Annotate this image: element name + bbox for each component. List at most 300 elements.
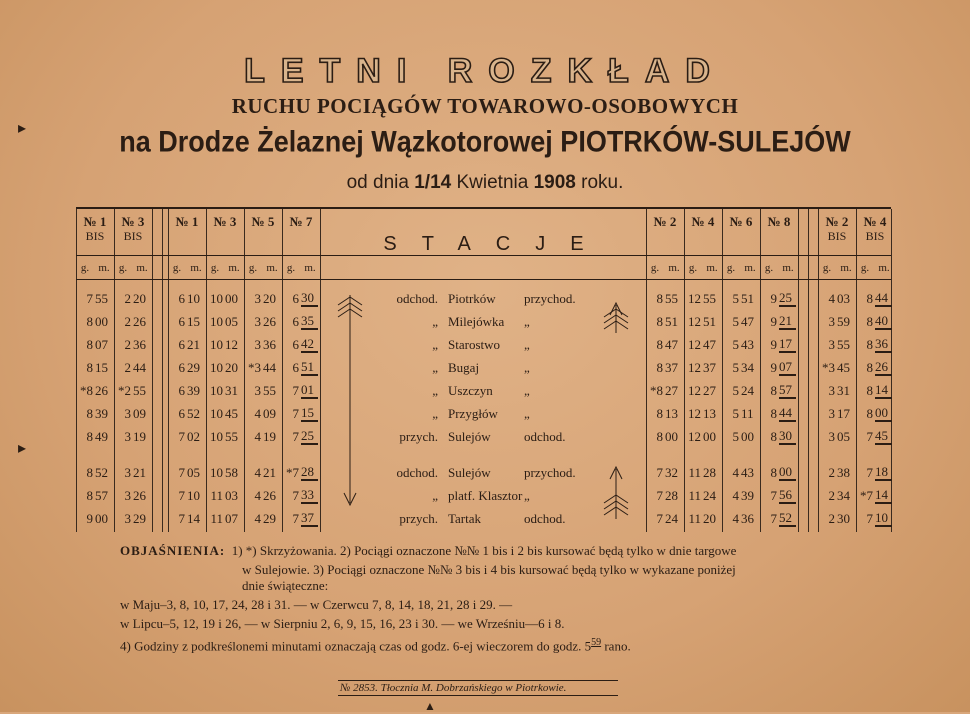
hour-value: 11 bbox=[688, 465, 701, 480]
train-number: № 4 bbox=[691, 214, 715, 229]
right-train-header bbox=[856, 215, 894, 243]
minute-value: 31 bbox=[837, 383, 850, 398]
minute-value: 28 bbox=[665, 488, 678, 503]
minute-value: 20 bbox=[133, 291, 146, 306]
minute-value: 51 bbox=[301, 360, 318, 376]
minute-value: 55 bbox=[225, 429, 238, 444]
hour-value: 6 bbox=[292, 291, 299, 306]
hour-value: 8 bbox=[866, 314, 873, 329]
minute-value: 15 bbox=[95, 360, 108, 375]
minute-value: 42 bbox=[301, 337, 318, 353]
hour-value: *2 bbox=[118, 383, 131, 398]
explanations bbox=[120, 541, 910, 655]
hour-value: 6 bbox=[292, 314, 299, 329]
hour-value: 8 bbox=[86, 314, 93, 329]
stations-header: STACJE bbox=[383, 233, 609, 255]
hour-value: 5 bbox=[732, 383, 739, 398]
minute-value: 26 bbox=[95, 383, 108, 398]
hour-value: 9 bbox=[770, 291, 777, 306]
hour-value: 10 bbox=[210, 314, 223, 329]
train-number: № 2 bbox=[653, 214, 677, 229]
minute-label: m. bbox=[98, 262, 110, 274]
hour-value: 2 bbox=[124, 314, 131, 329]
minute-value: 59 bbox=[837, 314, 850, 329]
minute-value: 39 bbox=[741, 488, 754, 503]
minute-value: 37 bbox=[703, 360, 716, 375]
hour-value: 10 bbox=[210, 291, 223, 306]
minute-value: 13 bbox=[665, 406, 678, 421]
station-action-right: odchod. bbox=[524, 511, 566, 526]
hour-value: 3 bbox=[124, 406, 131, 421]
station-action-left: odchod. bbox=[396, 465, 438, 480]
hour-value: 10 bbox=[210, 465, 223, 480]
train-bis: BIS bbox=[865, 229, 885, 243]
minute-label: m. bbox=[744, 262, 756, 274]
station-action-left: „ bbox=[432, 488, 438, 503]
train-number: № 5 bbox=[251, 214, 275, 229]
minute-value: 47 bbox=[703, 337, 716, 352]
minute-label: m. bbox=[190, 262, 202, 274]
minute-value: 26 bbox=[133, 314, 146, 329]
train-number: № 4 bbox=[863, 214, 887, 229]
minute-value: 14 bbox=[875, 383, 892, 399]
train-number: № 8 bbox=[767, 214, 791, 229]
hour-value: 10 bbox=[210, 429, 223, 444]
hour-value: 3 bbox=[828, 429, 835, 444]
minute-value: 57 bbox=[95, 488, 108, 503]
station-name: Starostwo bbox=[448, 337, 500, 352]
hour-value: 4 bbox=[732, 488, 739, 503]
station-action-right: „ bbox=[524, 314, 530, 329]
hour-label: g. bbox=[822, 262, 832, 274]
train-number: № 6 bbox=[729, 214, 753, 229]
hour-value: 6 bbox=[178, 383, 185, 398]
left-train-header bbox=[244, 215, 282, 229]
hour-value: 8 bbox=[770, 429, 777, 444]
hour-value: 7 bbox=[866, 465, 873, 480]
title-date: od dnia 1/14 Kwietnia 1908 roku. bbox=[346, 172, 624, 193]
hour-value: 10 bbox=[210, 406, 223, 421]
hour-value: 3 bbox=[828, 337, 835, 352]
minute-value: 17 bbox=[779, 337, 796, 353]
minute-label: m. bbox=[668, 262, 680, 274]
station-action-left: „ bbox=[432, 314, 438, 329]
minute-value: 00 bbox=[225, 291, 238, 306]
down-arrow-icon bbox=[330, 291, 370, 507]
minute-value: 47 bbox=[665, 337, 678, 352]
minute-value: 10 bbox=[187, 291, 200, 306]
hour-label: g. bbox=[118, 262, 128, 274]
footer-rule bbox=[338, 680, 618, 681]
minute-value: 25 bbox=[779, 291, 796, 307]
hour-value: 8 bbox=[866, 383, 873, 398]
minute-value: 09 bbox=[263, 406, 276, 421]
hour-value: 7 bbox=[86, 291, 93, 306]
minute-value: 55 bbox=[837, 337, 850, 352]
minute-value: 02 bbox=[187, 429, 200, 444]
hour-value: 4 bbox=[732, 511, 739, 526]
station-action-right: „ bbox=[524, 406, 530, 421]
hour-value: 8 bbox=[866, 291, 873, 306]
hour-label: g. bbox=[80, 262, 90, 274]
hour-value: 8 bbox=[656, 337, 663, 352]
hour-value: *3 bbox=[822, 360, 835, 375]
hour-value: 3 bbox=[254, 314, 261, 329]
minute-value: 55 bbox=[133, 383, 146, 398]
train-number: № 7 bbox=[289, 214, 313, 229]
minute-value: 11 bbox=[741, 406, 754, 421]
minute-value: 00 bbox=[875, 406, 892, 422]
hour-value: 8 bbox=[866, 406, 873, 421]
hour-value: 7 bbox=[292, 429, 299, 444]
minute-label: m. bbox=[228, 262, 240, 274]
minute-value: 44 bbox=[779, 406, 796, 422]
minute-value: 18 bbox=[875, 465, 892, 481]
station-action-right: „ bbox=[524, 337, 530, 352]
hour-value: 4 bbox=[254, 511, 261, 526]
column-rule bbox=[320, 209, 321, 532]
right-train-header bbox=[722, 215, 760, 229]
minute-value: 36 bbox=[133, 337, 146, 352]
timetable bbox=[76, 207, 891, 532]
hour-value: 10 bbox=[210, 383, 223, 398]
hour-value: 8 bbox=[86, 360, 93, 375]
minute-value: 13 bbox=[703, 406, 716, 421]
note-line: 1) *) Skrzyżowania. 2) Pociągi oznaczone №№ 1 bis i 2 bis kursować będą tylko w dnie targowe bbox=[231, 543, 737, 558]
minute-value: 51 bbox=[741, 291, 754, 306]
minute-value: 39 bbox=[95, 406, 108, 421]
title-subtitle: RUCHU POCIĄGÓW TOWAROWO-OSOBOWYCH bbox=[231, 94, 739, 118]
hour-value: 3 bbox=[124, 511, 131, 526]
hour-value: 12 bbox=[688, 291, 701, 306]
minute-value: 19 bbox=[263, 429, 276, 444]
minute-value: 51 bbox=[665, 314, 678, 329]
minute-value: 58 bbox=[225, 465, 238, 480]
minute-value: 55 bbox=[263, 383, 276, 398]
hour-value: *8 bbox=[80, 383, 93, 398]
hour-value: *8 bbox=[650, 383, 663, 398]
minute-value: 36 bbox=[875, 337, 892, 353]
hour-label: g. bbox=[860, 262, 870, 274]
minute-value: 28 bbox=[301, 465, 318, 481]
minute-value: 07 bbox=[779, 360, 796, 376]
train-number: № 1 bbox=[83, 214, 107, 229]
hour-value: 6 bbox=[178, 314, 185, 329]
minute-value: 05 bbox=[225, 314, 238, 329]
header-rule bbox=[76, 255, 891, 256]
minute-value: 52 bbox=[779, 511, 796, 527]
hour-value: 12 bbox=[688, 337, 701, 352]
minute-value: 05 bbox=[187, 465, 200, 480]
hour-value: 4 bbox=[254, 465, 261, 480]
station-name: platf. Klasztor bbox=[448, 488, 523, 503]
left-train-header bbox=[282, 215, 320, 229]
hour-value: *7 bbox=[860, 488, 873, 503]
left-train-header bbox=[168, 215, 206, 229]
hour-label: g. bbox=[172, 262, 182, 274]
hour-value: 8 bbox=[656, 314, 663, 329]
hour-label: g. bbox=[688, 262, 698, 274]
hour-label: g. bbox=[764, 262, 774, 274]
hour-value: 11 bbox=[210, 488, 223, 503]
hour-value: 8 bbox=[86, 406, 93, 421]
hour-value: 7 bbox=[866, 511, 873, 526]
station-action-left: „ bbox=[432, 406, 438, 421]
hour-value: 8 bbox=[86, 429, 93, 444]
minute-value: 33 bbox=[301, 488, 318, 504]
minute-value: 27 bbox=[703, 383, 716, 398]
hour-value: 3 bbox=[124, 429, 131, 444]
minute-value: 25 bbox=[301, 429, 318, 445]
hour-label: g. bbox=[210, 262, 220, 274]
station-action-left: przych. bbox=[399, 511, 438, 526]
hour-value: 5 bbox=[732, 360, 739, 375]
hour-value: 3 bbox=[254, 383, 261, 398]
minute-value: 03 bbox=[225, 488, 238, 503]
minute-value: 55 bbox=[665, 291, 678, 306]
minute-value: 36 bbox=[741, 511, 754, 526]
hour-value: 4 bbox=[254, 429, 261, 444]
train-number: № 1 bbox=[175, 214, 199, 229]
ink-mark: ▲ bbox=[424, 699, 436, 713]
title-railway: na Drodze Żelaznej Wązkotorowej PIOTRKÓW-SULEJÓW bbox=[119, 125, 851, 159]
minute-value: 29 bbox=[133, 511, 146, 526]
minute-value: 45 bbox=[875, 429, 892, 445]
minute-value: 20 bbox=[703, 511, 716, 526]
hour-value: 2 bbox=[124, 360, 131, 375]
hour-value: 7 bbox=[292, 488, 299, 503]
hour-value: 3 bbox=[254, 291, 261, 306]
title-main: LETNI ROZKŁAD bbox=[244, 52, 726, 90]
right-train-header bbox=[818, 215, 856, 243]
hour-value: 7 bbox=[292, 511, 299, 526]
station-action-left: odchod. bbox=[396, 291, 438, 306]
hour-value: 4 bbox=[828, 291, 835, 306]
minute-value: 47 bbox=[741, 314, 754, 329]
up-arrow-icon bbox=[596, 465, 636, 523]
hour-value: 12 bbox=[688, 406, 701, 421]
hour-value: 7 bbox=[770, 488, 777, 503]
minute-value: 27 bbox=[665, 383, 678, 398]
minute-value: 10 bbox=[875, 511, 892, 527]
hour-value: 5 bbox=[732, 291, 739, 306]
minute-value: 15 bbox=[187, 314, 200, 329]
minute-value: 21 bbox=[779, 314, 796, 330]
minute-value: 45 bbox=[225, 406, 238, 421]
station-action-right: przychod. bbox=[524, 465, 576, 480]
gm-rule bbox=[76, 279, 891, 280]
train-bis: BIS bbox=[123, 229, 143, 243]
hour-value: 9 bbox=[770, 360, 777, 375]
minute-value: 10 bbox=[187, 488, 200, 503]
hour-label: g. bbox=[248, 262, 258, 274]
hour-value: 4 bbox=[254, 488, 261, 503]
minute-value: 52 bbox=[95, 465, 108, 480]
minute-value: 00 bbox=[665, 429, 678, 444]
minute-value: 55 bbox=[95, 291, 108, 306]
minute-value: 26 bbox=[263, 488, 276, 503]
hour-value: 12 bbox=[688, 360, 701, 375]
minute-value: 44 bbox=[263, 360, 276, 375]
hour-value: 11 bbox=[210, 511, 223, 526]
minute-value: 31 bbox=[225, 383, 238, 398]
hour-label: g. bbox=[286, 262, 296, 274]
minute-value: 55 bbox=[703, 291, 716, 306]
hour-value: 12 bbox=[688, 314, 701, 329]
hour-value: 5 bbox=[732, 406, 739, 421]
minute-label: m. bbox=[840, 262, 852, 274]
minute-value: 00 bbox=[703, 429, 716, 444]
minute-value: 26 bbox=[875, 360, 892, 376]
column-rule bbox=[152, 209, 153, 532]
hour-value: 7 bbox=[292, 383, 299, 398]
hour-value: 3 bbox=[828, 383, 835, 398]
minute-value: 09 bbox=[133, 406, 146, 421]
column-rule bbox=[162, 209, 163, 532]
table-top-rule bbox=[76, 207, 891, 209]
station-action-right: „ bbox=[524, 383, 530, 398]
minute-value: 00 bbox=[741, 429, 754, 444]
hour-value: 3 bbox=[124, 465, 131, 480]
minute-value: 20 bbox=[225, 360, 238, 375]
minute-value: 44 bbox=[875, 291, 892, 307]
hour-value: 7 bbox=[292, 406, 299, 421]
hour-value: 3 bbox=[828, 406, 835, 421]
minute-value: 24 bbox=[741, 383, 754, 398]
hour-value: 2 bbox=[124, 291, 131, 306]
minute-value: 24 bbox=[703, 488, 716, 503]
hour-value: 7 bbox=[656, 488, 663, 503]
hour-value: 6 bbox=[292, 337, 299, 352]
hour-value: 12 bbox=[688, 383, 701, 398]
hour-value: 6 bbox=[178, 337, 185, 352]
hour-value: 8 bbox=[86, 465, 93, 480]
minute-value: 38 bbox=[837, 465, 850, 480]
station-action-right: „ bbox=[524, 488, 530, 503]
train-number: № 3 bbox=[213, 214, 237, 229]
ink-mark: ▸ bbox=[18, 120, 27, 137]
station-name: Bugaj bbox=[448, 360, 480, 375]
minute-value: 12 bbox=[225, 337, 238, 352]
minute-value: 32 bbox=[665, 465, 678, 480]
minute-value: 35 bbox=[301, 314, 318, 330]
hour-value: 6 bbox=[178, 406, 185, 421]
minute-value: 37 bbox=[301, 511, 318, 527]
station-action-right: przychod. bbox=[524, 291, 576, 306]
minute-value: 30 bbox=[837, 511, 850, 526]
minute-value: 21 bbox=[187, 337, 200, 352]
minute-value: 00 bbox=[95, 511, 108, 526]
station-name: Piotrków bbox=[448, 291, 496, 306]
minute-label: m. bbox=[304, 262, 316, 274]
minute-value: 15 bbox=[301, 406, 318, 422]
hour-value: 11 bbox=[688, 488, 701, 503]
hour-value: 10 bbox=[210, 360, 223, 375]
minute-value: 26 bbox=[133, 488, 146, 503]
hour-label: g. bbox=[650, 262, 660, 274]
minute-value: 52 bbox=[187, 406, 200, 421]
hour-value: 9 bbox=[86, 511, 93, 526]
hour-value: 8 bbox=[770, 383, 777, 398]
station-name: Przygłów bbox=[448, 406, 498, 421]
left-train-header bbox=[76, 215, 114, 243]
station-name: Sulejów bbox=[448, 465, 491, 480]
minute-label: m. bbox=[782, 262, 794, 274]
hour-value: 2 bbox=[828, 511, 835, 526]
station-name: Sulejów bbox=[448, 429, 491, 444]
minute-value: 29 bbox=[263, 511, 276, 526]
minute-value: 51 bbox=[703, 314, 716, 329]
hour-value: 8 bbox=[866, 337, 873, 352]
minute-value: 00 bbox=[95, 314, 108, 329]
ink-mark: ▸ bbox=[18, 440, 27, 457]
hour-value: 6 bbox=[178, 360, 185, 375]
station-action-left: „ bbox=[432, 337, 438, 352]
minute-value: 14 bbox=[187, 511, 200, 526]
minute-value: 49 bbox=[95, 429, 108, 444]
minute-value: 17 bbox=[837, 406, 850, 421]
hour-value: 9 bbox=[770, 314, 777, 329]
minute-value: 39 bbox=[187, 383, 200, 398]
minute-label: m. bbox=[266, 262, 278, 274]
minute-value: 01 bbox=[301, 383, 318, 399]
hour-value: 8 bbox=[86, 337, 93, 352]
right-train-header bbox=[646, 215, 684, 229]
hour-value: 5 bbox=[732, 429, 739, 444]
minute-value: 24 bbox=[665, 511, 678, 526]
note-line: w Sulejowie. 3) Pociągi oznaczone №№ 3 bis i 4 bis kursować będą tylko w wykazane poniżej bbox=[242, 562, 736, 577]
right-train-header bbox=[684, 215, 722, 229]
footer-rule bbox=[338, 695, 618, 696]
left-train-header bbox=[114, 215, 152, 243]
minute-value: 19 bbox=[133, 429, 146, 444]
hour-value: 7 bbox=[770, 511, 777, 526]
hour-value: 7 bbox=[866, 429, 873, 444]
minute-value: 37 bbox=[665, 360, 678, 375]
minute-value: 14 bbox=[875, 488, 892, 504]
minute-value: 07 bbox=[225, 511, 238, 526]
hour-value: 5 bbox=[732, 314, 739, 329]
hour-value: 7 bbox=[656, 465, 663, 480]
note-line: w Maju–3, 8, 10, 17, 24, 28 i 31. — w Czerwcu 7, 8, 14, 18, 21, 28 i 29. — bbox=[120, 597, 513, 612]
hour-value: *7 bbox=[286, 465, 299, 480]
hour-value: 6 bbox=[178, 291, 185, 306]
hour-value: 7 bbox=[178, 511, 185, 526]
minute-value: 43 bbox=[741, 465, 754, 480]
hour-value: 8 bbox=[770, 406, 777, 421]
minute-value: 56 bbox=[779, 488, 796, 504]
minute-value: 40 bbox=[875, 314, 892, 330]
explanations-label: OBJAŚNIENIA: bbox=[120, 543, 226, 558]
hour-value: 10 bbox=[210, 337, 223, 352]
station-action-left: przych. bbox=[399, 429, 438, 444]
hour-value: 3 bbox=[124, 488, 131, 503]
hour-value: 9 bbox=[770, 337, 777, 352]
train-bis: BIS bbox=[85, 229, 105, 243]
hour-value: 12 bbox=[688, 429, 701, 444]
station-name: Uszczyn bbox=[448, 383, 493, 398]
hour-value: 8 bbox=[656, 360, 663, 375]
train-number: № 2 bbox=[825, 214, 849, 229]
minute-label: m. bbox=[878, 262, 890, 274]
hour-value: 7 bbox=[178, 429, 185, 444]
minute-value: 44 bbox=[133, 360, 146, 375]
station-name: Tartak bbox=[448, 511, 482, 526]
up-arrow-icon bbox=[596, 301, 636, 337]
minute-value: 20 bbox=[263, 291, 276, 306]
hour-value: 4 bbox=[732, 465, 739, 480]
minute-value: 34 bbox=[837, 488, 850, 503]
